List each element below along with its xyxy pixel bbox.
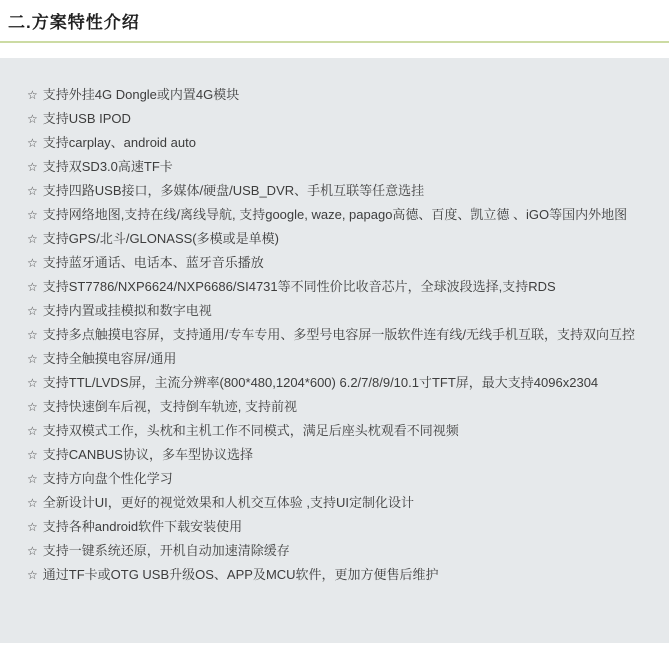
feature-item (27, 563, 659, 587)
star-bullet-icon: ☆ (27, 184, 38, 198)
feature-text: 支持四路USB接口，多媒体/硬盘/USB_DVR、手机互联等任意选挂 (42, 183, 425, 198)
feature-item (27, 131, 659, 155)
feature-item (27, 299, 659, 323)
feature-item (27, 395, 659, 419)
feature-text: 支持TTL/LVDS屏，主流分辨率(800*480,1204*600) 6.2/7/8/9/10.1寸TFT屏，最大支持4096x2304 (42, 375, 599, 390)
star-bullet-icon: ☆ (27, 376, 38, 390)
feature-item (27, 443, 659, 467)
feature-item (27, 275, 659, 299)
feature-item (27, 371, 659, 395)
divider-line (0, 41, 669, 43)
features-panel (0, 58, 669, 643)
feature-text: 支持内置或挂模拟和数字电视 (42, 303, 212, 318)
feature-item (27, 467, 659, 491)
feature-list (0, 58, 669, 587)
star-bullet-icon: ☆ (27, 568, 38, 582)
star-bullet-icon: ☆ (27, 448, 38, 462)
feature-text: 支持外挂4G Dongle或内置4G模块 (42, 87, 240, 102)
feature-item (27, 347, 659, 371)
feature-text: 支持快速倒车后视，支持倒车轨迹, 支持前视 (42, 399, 297, 414)
star-bullet-icon: ☆ (27, 208, 38, 222)
star-bullet-icon: ☆ (27, 328, 38, 342)
star-bullet-icon: ☆ (27, 88, 38, 102)
star-bullet-icon: ☆ (27, 112, 38, 126)
feature-text: 支持CANBUS协议，多车型协议选择 (42, 447, 253, 462)
feature-item (27, 227, 659, 251)
feature-text: 支持USB IPOD (42, 111, 131, 126)
star-bullet-icon: ☆ (27, 304, 38, 318)
feature-text: 支持多点触摸电容屏，支持通用/专车专用、多型号电容屏一版软件连有线/无线手机互联，支持双向互控 (42, 327, 635, 342)
feature-text: 通过TF卡或OTG USB升级OS、APP及MCU软件，更加方便售后维护 (42, 567, 439, 582)
feature-text: 支持carplay、android auto (42, 135, 196, 150)
feature-text: 全新设计UI，更好的视觉效果和人机交互体验 ,支持UI定制化设计 (42, 495, 414, 510)
feature-text: 支持网络地图,支持在线/离线导航, 支持google, waze, papago高德、百度、凯立德 、iGO等国内外地图 (42, 207, 628, 222)
feature-text: 支持全触摸电容屏/通用 (42, 351, 177, 366)
star-bullet-icon: ☆ (27, 160, 38, 174)
page-title: 二.方案特性介绍 (8, 13, 140, 32)
feature-item (27, 515, 659, 539)
feature-item (27, 419, 659, 443)
star-bullet-icon: ☆ (27, 520, 38, 534)
feature-text: 支持方向盘个性化学习 (42, 471, 173, 486)
star-bullet-icon: ☆ (27, 496, 38, 510)
feature-text: 支持一键系统还原，开机自动加速清除缓存 (42, 543, 290, 558)
feature-text: 支持蓝牙通话、电话本、蓝牙音乐播放 (42, 255, 264, 270)
feature-text: 支持各种android软件下载安装使用 (42, 519, 243, 534)
star-bullet-icon: ☆ (27, 544, 38, 558)
star-bullet-icon: ☆ (27, 400, 38, 414)
feature-item (27, 179, 659, 203)
feature-item (27, 107, 659, 131)
star-bullet-icon: ☆ (27, 280, 38, 294)
feature-item (27, 83, 659, 107)
feature-text: 支持双SD3.0高速TF卡 (42, 159, 173, 174)
star-bullet-icon: ☆ (27, 136, 38, 150)
feature-item (27, 539, 659, 563)
feature-item (27, 491, 659, 515)
feature-item (27, 323, 659, 347)
feature-item (27, 251, 659, 275)
star-bullet-icon: ☆ (27, 424, 38, 438)
star-bullet-icon: ☆ (27, 352, 38, 366)
star-bullet-icon: ☆ (27, 256, 38, 270)
feature-text: 支持GPS/北斗/GLONASS(多模或是单模) (42, 231, 279, 246)
feature-text: 支持双模式工作，头枕和主机工作不同模式，满足后座头枕观看不同视频 (42, 423, 459, 438)
feature-item (27, 155, 659, 179)
feature-item (27, 203, 659, 227)
feature-text: 支持ST7786/NXP6624/NXP6686/SI4731等不同性价比收音芯片，全球波段选择,支持RDS (42, 279, 556, 294)
star-bullet-icon: ☆ (27, 232, 38, 246)
star-bullet-icon: ☆ (27, 472, 38, 486)
